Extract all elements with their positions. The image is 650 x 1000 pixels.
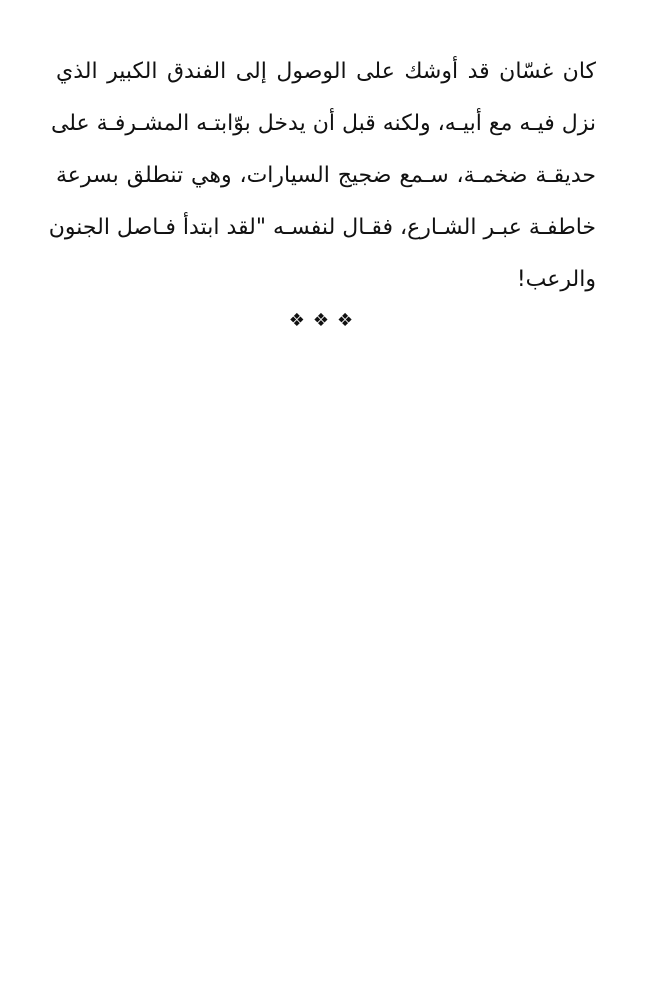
story-paragraph [48, 46, 596, 306]
paragraph-line: كان غسّان قد أوشك على الوصول إلى الفندق الكبير الذي [56, 59, 596, 84]
paragraph-line-last: والرعب! [516, 267, 596, 292]
paragraph-line: خاطفـة عبـر الشـارع، فقـال لنفسـه "لقد ابتدأ فـاصل الجنون [48, 215, 596, 240]
section-separator: ❖❖❖ [288, 310, 362, 331]
paragraph-line: حديقـة ضخمـة، سـمع ضجيج السيارات، وهي تنطلق بسرعة [56, 163, 596, 188]
paragraph-line: نزل فيـه مع أبيـه، ولكنه قبل أن يدخل بوّابتـه المشـرفـة على [50, 111, 596, 136]
